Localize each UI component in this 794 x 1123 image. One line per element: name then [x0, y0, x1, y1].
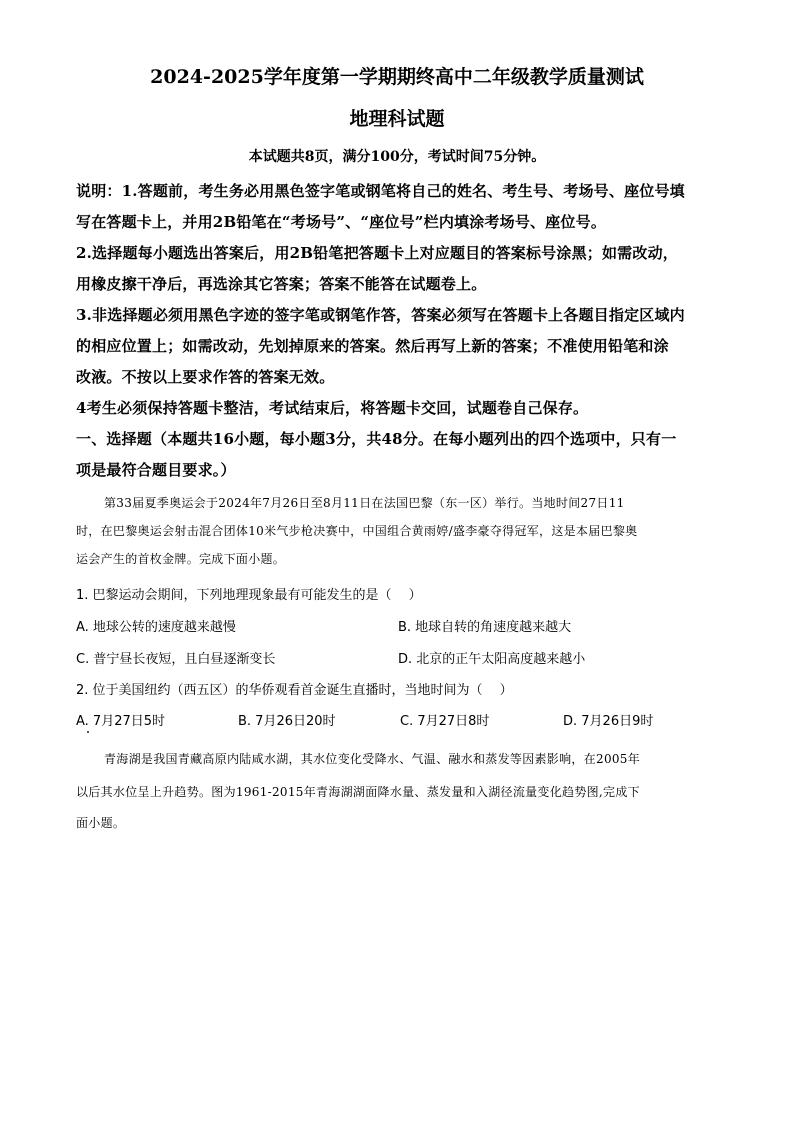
- passage-text: 运会产生的首枚金牌。完成下面小题。: [76, 552, 286, 566]
- passage-text: 时，在巴黎奥运会射击混合团体10米气步枪决赛中，中国组合黄雨婷/盛李豪夺得冠军，这是本届巴黎奥: [76, 524, 638, 538]
- instruction-line: 写在答题卡上，并用2B铅笔在“考场号”、“座位号”栏内填涂考场号、座位号。: [76, 213, 607, 231]
- stray-dot: [87, 731, 89, 733]
- instruction-line: 用橡皮擦干净后，再选涂其它答案；答案不能答在试题卷上。: [76, 275, 487, 293]
- option-a: A. 地球公转的速度越来越慢: [76, 620, 236, 635]
- instruction-line: 说明：1.答题前，考生务必用黑色签字笔或钢笔将自己的姓名、考生号、考场号、座位号填: [76, 182, 685, 200]
- section-heading: 一、选择题（本题共16小题，每小题3分，共48分。在每小题列出的四个选项中，只有一: [76, 430, 677, 448]
- section-heading: 项是最符合题目要求。）: [76, 461, 236, 479]
- option-d: D. 7月26日9时: [563, 714, 654, 729]
- instruction-line: 3.非选择题必须用黑色字迹的签字笔或钢笔作答，答案必须写在答题卡上各题目指定区域内: [76, 306, 685, 324]
- subject-title: 地理科试题: [349, 108, 445, 130]
- instruction-line: 4考生必须保持答题卡整洁，考试结束后，将答题卡交回，试题卷自己保存。: [76, 399, 589, 417]
- question-stem: 2. 位于美国纽约（西五区）的华侨观看首金诞生直播时，当地时间为（ ）: [76, 683, 513, 698]
- passage-text: 青海湖是我国青藏高原内陆咸水湖，其水位变化受降水、气温、融水和蒸发等因素影响，在2005年: [104, 752, 641, 766]
- instruction-line: 2.选择题每小题选出答案后，用2B铅笔把答题卡上对应题目的答案标号涂黑；如需改动，: [76, 244, 678, 262]
- option-b: B. 7月26日20时: [238, 714, 336, 729]
- option-c: C. 普宁昼长夜短，且白昼逐渐变长: [76, 652, 276, 667]
- instruction-line: 改液。不按以上要求作答的答案无效。: [76, 368, 335, 386]
- option-a: A. 7月27日5时: [76, 714, 166, 729]
- option-d: D. 北京的正午太阳高度越来越小: [398, 652, 586, 667]
- passage-text: 第33届夏季奥运会于2024年7月26日至8月11日在法国巴黎（东一区）举行。当地时间27日11: [104, 496, 625, 510]
- question-stem: 1. 巴黎运动会期间，下列地理现象最有可能发生的是（ ）: [76, 588, 422, 603]
- exam-title: 2024-2025学年度第一学期期终高中二年级教学质量测试: [150, 66, 644, 88]
- passage-text: 面小题。: [76, 816, 126, 830]
- option-c: C. 7月27日8时: [400, 714, 490, 729]
- option-b: B. 地球自转的角速度越来越大: [398, 620, 572, 635]
- instruction-line: 的相应位置上；如需改动，先划掉原来的答案。然后再写上新的答案；不准使用铅笔和涂: [76, 337, 669, 355]
- passage-text: 以后其水位呈上升趋势。图为1961-2015年青海湖湖面降水量、蒸发量和入湖径流量变化趋势图,完成下: [76, 785, 640, 799]
- exam-info: 本试题共8页，满分100分，考试时间75分钟。: [248, 149, 546, 165]
